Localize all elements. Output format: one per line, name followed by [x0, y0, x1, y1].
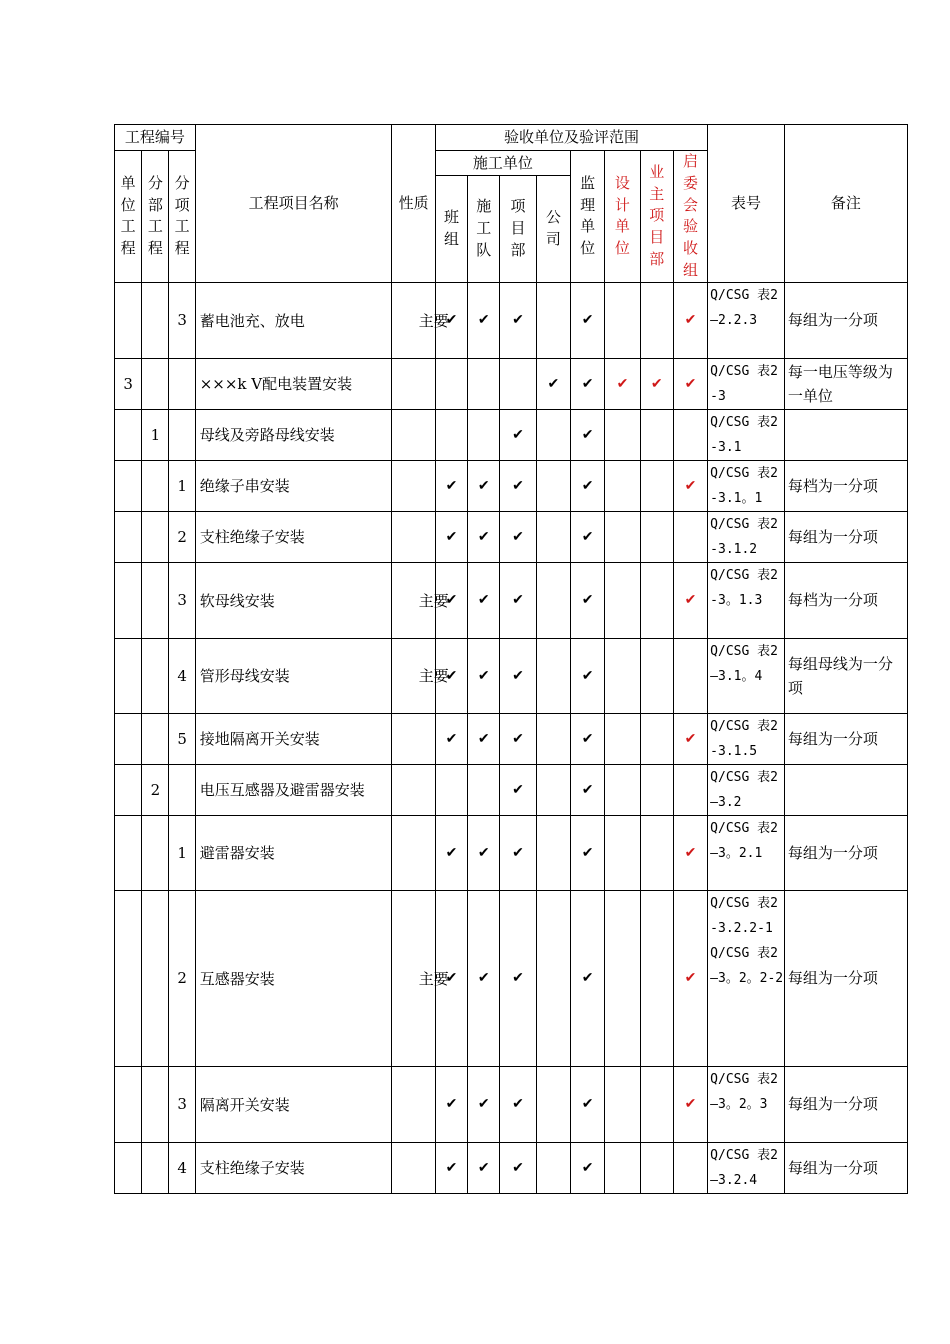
nature-cell [392, 815, 435, 890]
owner-check [640, 282, 673, 358]
form-no-cell: Q/CSG 表2—3.2.4 [708, 1142, 785, 1193]
name-cell: ×××k V配电装置安装 [195, 358, 392, 409]
item-cell: 4 [169, 1142, 195, 1193]
commissioning-check: ✔ [673, 358, 707, 409]
header-unit-project: 单位工程 [115, 151, 142, 283]
supervision-check: ✔ [570, 358, 604, 409]
supervision-check: ✔ [570, 815, 604, 890]
unit-cell [115, 511, 142, 562]
design-check [605, 713, 640, 764]
owner-check [640, 409, 673, 460]
crew-check [468, 409, 500, 460]
company-check [536, 815, 570, 890]
table-row [115, 638, 908, 713]
supervision-check: ✔ [570, 460, 604, 511]
table-row [115, 713, 908, 764]
form-no-cell: Q/CSG 表2-3。1.3 [708, 562, 785, 638]
design-check [605, 815, 640, 890]
design-check [605, 409, 640, 460]
item-cell: 5 [169, 713, 195, 764]
company-check [536, 713, 570, 764]
commissioning-check: ✔ [673, 815, 707, 890]
form-no-cell: Q/CSG 表2—3。2。3 [708, 1066, 785, 1142]
sub-cell [142, 358, 169, 409]
unit-cell [115, 1066, 142, 1142]
table-row [115, 358, 908, 409]
team-check [435, 358, 467, 409]
sub-cell [142, 562, 169, 638]
remark-cell: 每组母线为一分项 [784, 638, 907, 713]
supervision-check: ✔ [570, 890, 604, 1066]
design-check [605, 282, 640, 358]
form-no-cell: Q/CSG 表2-3.1 [708, 409, 785, 460]
name-cell: 管形母线安装 [195, 638, 392, 713]
item-cell: 3 [169, 282, 195, 358]
design-check [605, 638, 640, 713]
nature-cell [392, 1066, 435, 1142]
team-check: ✔ [435, 815, 467, 890]
commissioning-check: ✔ [673, 282, 707, 358]
name-cell: 软母线安装 [195, 562, 392, 638]
company-check [536, 1142, 570, 1193]
remark-cell: 每组为一分项 [784, 713, 907, 764]
form-no-cell: Q/CSG 表2—3.2 [708, 764, 785, 815]
header-acceptance-scope: 验收单位及验评范围 [435, 125, 707, 151]
nature-cell [392, 409, 435, 460]
dept-check: ✔ [500, 638, 536, 713]
dept-check: ✔ [500, 890, 536, 1066]
unit-cell [115, 713, 142, 764]
team-check: ✔ [435, 638, 467, 713]
sub-cell [142, 1142, 169, 1193]
supervision-check: ✔ [570, 282, 604, 358]
table-row [115, 1142, 908, 1193]
nature-cell: 主要 [392, 282, 435, 358]
supervision-check: ✔ [570, 1066, 604, 1142]
unit-cell [115, 562, 142, 638]
crew-check: ✔ [468, 638, 500, 713]
dept-check: ✔ [500, 409, 536, 460]
design-check [605, 764, 640, 815]
supervision-check: ✔ [570, 511, 604, 562]
supervision-check: ✔ [570, 764, 604, 815]
item-cell [169, 358, 195, 409]
table-row [115, 815, 908, 890]
remark-cell: 每档为一分项 [784, 562, 907, 638]
name-cell: 支柱绝缘子安装 [195, 511, 392, 562]
commissioning-check [673, 638, 707, 713]
form-no-cell: Q/CSG 表2-3.2.2-1 Q/CSG 表2—3。2。2-2 [708, 890, 785, 1066]
crew-check: ✔ [468, 1142, 500, 1193]
crew-check: ✔ [468, 511, 500, 562]
form-no-cell: Q/CSG 表2-3 [708, 358, 785, 409]
company-check [536, 460, 570, 511]
commissioning-check: ✔ [673, 713, 707, 764]
form-no-cell: Q/CSG 表2-3.1.5 [708, 713, 785, 764]
table-row [115, 282, 908, 358]
form-no-cell: Q/CSG 表2-3.1。1 [708, 460, 785, 511]
header-item-project: 分项工程 [169, 151, 195, 283]
team-check: ✔ [435, 890, 467, 1066]
commissioning-check [673, 1142, 707, 1193]
team-check: ✔ [435, 562, 467, 638]
team-check: ✔ [435, 1142, 467, 1193]
name-cell: 母线及旁路母线安装 [195, 409, 392, 460]
company-check [536, 1066, 570, 1142]
dept-check: ✔ [500, 562, 536, 638]
team-check: ✔ [435, 511, 467, 562]
crew-check: ✔ [468, 282, 500, 358]
unit-cell [115, 638, 142, 713]
design-check: ✔ [605, 358, 640, 409]
table-row [115, 764, 908, 815]
sub-cell [142, 1066, 169, 1142]
remark-cell: 每组为一分项 [784, 282, 907, 358]
name-cell: 接地隔离开关安装 [195, 713, 392, 764]
remark-cell: 每组为一分项 [784, 890, 907, 1066]
header-commissioning: 启委会验收组 [673, 151, 707, 283]
company-check [536, 764, 570, 815]
item-cell: 2 [169, 890, 195, 1066]
item-cell [169, 409, 195, 460]
owner-check [640, 890, 673, 1066]
sub-cell [142, 890, 169, 1066]
header-form-no: 表号 [708, 125, 785, 283]
unit-cell [115, 890, 142, 1066]
unit-cell [115, 815, 142, 890]
company-check [536, 890, 570, 1066]
team-check: ✔ [435, 713, 467, 764]
table-row [115, 890, 908, 1066]
remark-cell: 每档为一分项 [784, 460, 907, 511]
supervision-check: ✔ [570, 1142, 604, 1193]
crew-check [468, 358, 500, 409]
company-check: ✔ [536, 358, 570, 409]
commissioning-check: ✔ [673, 890, 707, 1066]
owner-check [640, 1142, 673, 1193]
crew-check [468, 764, 500, 815]
form-no-cell: Q/CSG 表2—2.2.3 [708, 282, 785, 358]
team-check: ✔ [435, 460, 467, 511]
nature-cell [392, 460, 435, 511]
name-cell: 隔离开关安装 [195, 1066, 392, 1142]
name-cell: 互感器安装 [195, 890, 392, 1066]
nature-cell [392, 511, 435, 562]
header-project-code: 工程编号 [115, 125, 196, 151]
owner-check: ✔ [640, 358, 673, 409]
item-cell: 1 [169, 460, 195, 511]
design-check [605, 460, 640, 511]
table-row [115, 562, 908, 638]
sub-cell [142, 815, 169, 890]
company-check [536, 409, 570, 460]
item-cell: 2 [169, 511, 195, 562]
header-team: 班组 [435, 176, 467, 282]
header-sub-project: 分部工程 [142, 151, 169, 283]
header-project-dept: 项目部 [500, 176, 536, 282]
owner-check [640, 562, 673, 638]
owner-check [640, 638, 673, 713]
dept-check [500, 358, 536, 409]
crew-check: ✔ [468, 562, 500, 638]
unit-cell: 3 [115, 358, 142, 409]
sub-cell [142, 282, 169, 358]
header-project-name: 工程项目名称 [195, 125, 392, 283]
header-nature: 性质 [392, 125, 435, 283]
commissioning-check [673, 511, 707, 562]
remark-cell [784, 409, 907, 460]
table-row [115, 460, 908, 511]
crew-check: ✔ [468, 460, 500, 511]
owner-check [640, 713, 673, 764]
crew-check: ✔ [468, 1066, 500, 1142]
header-supervision: 监理单位 [570, 151, 604, 283]
name-cell: 蓄电池充、放电 [195, 282, 392, 358]
sub-cell [142, 511, 169, 562]
name-cell: 绝缘子串安装 [195, 460, 392, 511]
item-cell: 3 [169, 562, 195, 638]
remark-cell: 每组为一分项 [784, 1142, 907, 1193]
commissioning-check: ✔ [673, 562, 707, 638]
crew-check: ✔ [468, 815, 500, 890]
sub-cell [142, 638, 169, 713]
crew-check: ✔ [468, 713, 500, 764]
item-cell: 3 [169, 1066, 195, 1142]
remark-cell: 每组为一分项 [784, 1066, 907, 1142]
team-check: ✔ [435, 282, 467, 358]
unit-cell [115, 409, 142, 460]
unit-cell [115, 460, 142, 511]
owner-check [640, 815, 673, 890]
unit-cell [115, 1142, 142, 1193]
header-design: 设计单位 [605, 151, 640, 283]
sub-cell: 1 [142, 409, 169, 460]
company-check [536, 638, 570, 713]
unit-cell [115, 764, 142, 815]
design-check [605, 890, 640, 1066]
nature-cell [392, 713, 435, 764]
table-row [115, 1066, 908, 1142]
crew-check: ✔ [468, 890, 500, 1066]
dept-check: ✔ [500, 1066, 536, 1142]
dept-check: ✔ [500, 511, 536, 562]
header-company: 公司 [536, 176, 570, 282]
dept-check: ✔ [500, 764, 536, 815]
owner-check [640, 764, 673, 815]
dept-check: ✔ [500, 713, 536, 764]
name-cell: 电压互感器及避雷器安装 [195, 764, 392, 815]
commissioning-check: ✔ [673, 1066, 707, 1142]
item-cell: 4 [169, 638, 195, 713]
sub-cell: 2 [142, 764, 169, 815]
owner-check [640, 511, 673, 562]
design-check [605, 562, 640, 638]
item-cell: 1 [169, 815, 195, 890]
name-cell: 避雷器安装 [195, 815, 392, 890]
commissioning-check [673, 409, 707, 460]
commissioning-check [673, 764, 707, 815]
acceptance-table [114, 124, 908, 1194]
company-check [536, 511, 570, 562]
dept-check: ✔ [500, 460, 536, 511]
sub-cell [142, 713, 169, 764]
supervision-check: ✔ [570, 409, 604, 460]
owner-check [640, 1066, 673, 1142]
nature-cell [392, 1142, 435, 1193]
remark-cell: 每一电压等级为一单位 [784, 358, 907, 409]
header-owner-dept: 业主项目部 [640, 151, 673, 283]
nature-cell: 主要 [392, 890, 435, 1066]
item-cell [169, 764, 195, 815]
table-row [115, 409, 908, 460]
supervision-check: ✔ [570, 713, 604, 764]
form-no-cell: Q/CSG 表2—3。2.1 [708, 815, 785, 890]
remark-cell: 每组为一分项 [784, 815, 907, 890]
team-check [435, 764, 467, 815]
header-crew: 施工队 [468, 176, 500, 282]
owner-check [640, 460, 673, 511]
remark-cell [784, 764, 907, 815]
supervision-check: ✔ [570, 562, 604, 638]
header-construction-unit: 施工单位 [435, 151, 570, 176]
nature-cell: 主要 [392, 562, 435, 638]
company-check [536, 282, 570, 358]
team-check: ✔ [435, 1066, 467, 1142]
dept-check: ✔ [500, 1142, 536, 1193]
supervision-check: ✔ [570, 638, 604, 713]
form-no-cell: Q/CSG 表2—3.1。4 [708, 638, 785, 713]
dept-check: ✔ [500, 282, 536, 358]
header-remarks: 备注 [784, 125, 907, 283]
dept-check: ✔ [500, 815, 536, 890]
unit-cell [115, 282, 142, 358]
sub-cell [142, 460, 169, 511]
name-cell: 支柱绝缘子安装 [195, 1142, 392, 1193]
commissioning-check: ✔ [673, 460, 707, 511]
nature-cell: 主要 [392, 638, 435, 713]
form-no-cell: Q/CSG 表2-3.1.2 [708, 511, 785, 562]
remark-cell: 每组为一分项 [784, 511, 907, 562]
table-row [115, 511, 908, 562]
nature-cell [392, 358, 435, 409]
nature-cell [392, 764, 435, 815]
team-check [435, 409, 467, 460]
company-check [536, 562, 570, 638]
design-check [605, 1066, 640, 1142]
design-check [605, 1142, 640, 1193]
design-check [605, 511, 640, 562]
